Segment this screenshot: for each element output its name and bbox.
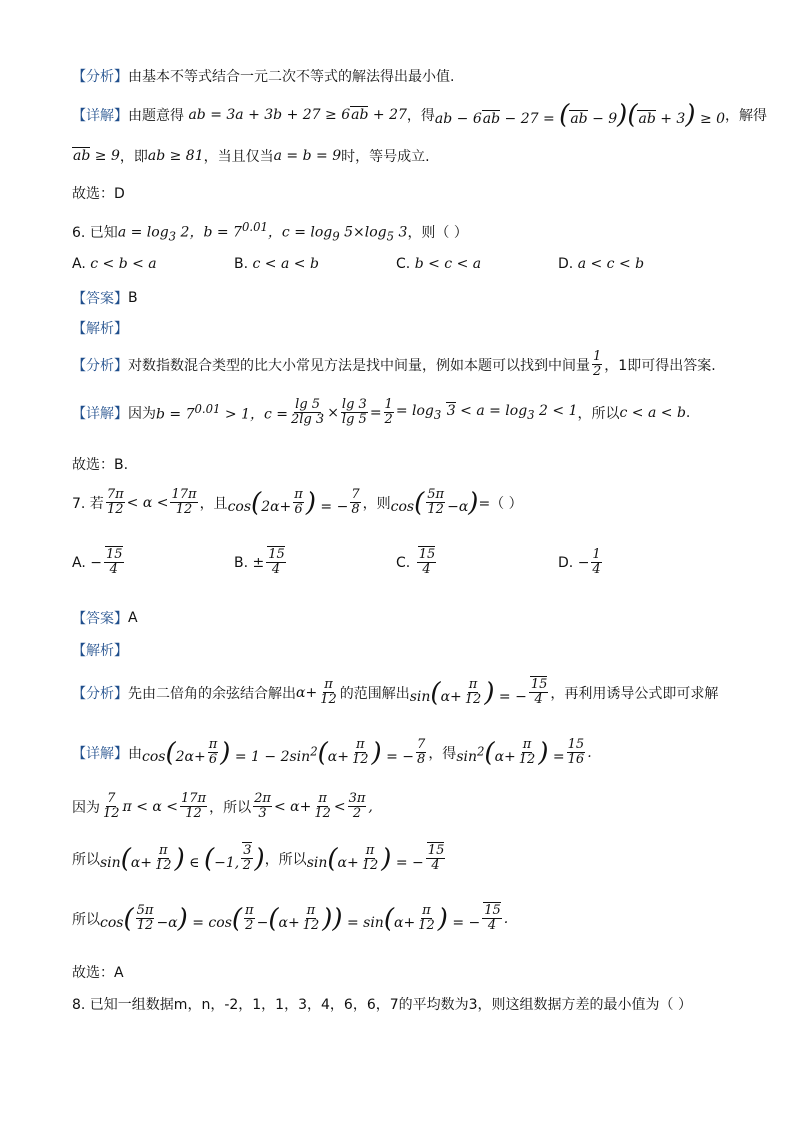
q7-stem: 7. 若 $\frac{7\pi}{12}$ < α < $\frac{17\pi}{12}$ ，且 cos(2α+ $\frac{\pi}{6}$ ) = − $\frac{7}{8}$ ，则 cos( $\frac{5\pi}{12}$ −α) =（ ） [72,487,523,518]
q7-line-suoyi1: 所以 sin(α+ $\frac{\pi}{12}$ ) ∈ (−1, $\frac{3}{2}$ ) ，所以 sin(α+ $\frac{\pi}{12}$ ) = − $\frac{15}{4}$ [72,843,445,874]
frac-half: $\frac{1}{2}$ [384,397,393,428]
xiangjie-tag: 【详解】 [72,405,128,422]
suoyi-text: 所以 [72,911,100,928]
q5-line3-c: 时，等号成立. [341,149,430,165]
jiexi-tag: 【解析】 [72,643,128,659]
frac-7pi12: $\frac{7\pi}{12}$ [106,487,124,518]
q6-daan [72,288,138,308]
jiexi-tag: 【解析】 [72,321,128,337]
frac-lg5: $\frac{\lg 5}{2\lg 3}$ [291,397,325,428]
xiangjie-tag: 【详解】 [72,108,128,124]
q6-option-d-label: D. [558,256,574,272]
suoyi-text: ，所以 [209,799,252,816]
q7-answer: A [128,610,138,626]
q6-fenxi [72,350,716,380]
q5-line3-a: ，即 [119,149,148,165]
q6-stem [72,220,468,243]
q7-stem-d: =（ ） [478,495,523,512]
frac-pi6: $\frac{\pi}{6}$ [294,487,303,518]
daan-tag: 【答案】 [72,291,128,307]
q7-fenxi-c: ，再利用诱导公式即可求解 [550,685,719,702]
q5-answer: 故选：D [72,186,125,202]
xiangjie-tag: 【详解】 [72,745,128,762]
q7-line-because: 因为 $\frac{7}{12}$ π < α < $\frac{17\pi}{12}$ ，所以 $\frac{2\pi}{3}$ < α+ $\frac{\pi}{12}$ < $\frac{3\pi}{2}$ , [72,791,373,822]
q6-stem-b: ，则（ ） [407,224,468,241]
fenxi-tag: 【分析】 [72,69,128,85]
half-fraction: $\frac{1}{2}$ [593,349,602,380]
q5-fenxi-text: 由基本不等式结合一元二次不等式的解法得出最小值. [128,69,455,85]
q6-xiangjie-a: 因为 [128,405,156,422]
q7-option-a-label: A. [72,554,86,571]
q5-xiangjie-c: ，解得 [725,108,768,124]
q6-option-a: A. c < b < a [72,256,157,272]
q6-fenxi-tail: ，1即可得出答案. [604,357,716,374]
q5-eq3: ab ≥ 9 [73,148,120,164]
because-text: 因为 [72,799,100,816]
q5-xiangjie-a: 由题意得 [128,108,184,124]
fenxi-tag: 【分析】 [72,685,128,702]
q8-stem: 8. 已知一组数据m，n，-2，1，1，3，4，6，6，7的平均数为3，则这组数据方差的最小值为（ ） [72,997,692,1013]
q7-jiexi [72,640,128,660]
q5-xiangjie-b: ，得 [406,108,435,124]
q7-fenxi-a: 先由二倍角的余弦结合解出 [128,685,296,702]
q5-eq5: a = b = 9 [273,148,342,164]
q7-option-c-label: C. [396,554,411,571]
q7-line-suoyi2: 所以 cos( $\frac{5\pi}{12}$ −α) = cos( $\frac{\pi}{2}$ −(α+ $\frac{\pi}{12}$ )) = sin(α+ $\frac{\pi}{12}$ ) = − $\frac{15}{4}$ . [72,903,509,934]
q5-fenxi-line [72,66,454,86]
q7-stem-a: 7. 若 [72,495,104,512]
q6-option-b-label: B. [234,256,249,272]
q7-option-d-label: D. [558,554,574,571]
q6-option-b: B. c < a < b [234,256,319,272]
q7-option-d: D. − $\frac{1}{4}$ [558,547,601,578]
q5-eq2: ab − 6ab − 27 = (ab − 9)(ab + 3) ≥ 0 [434,100,726,130]
q7-fenxi: 【分析】 先由二倍角的余弦结合解出 α+ $\frac{\pi}{12}$ 的范围解出 sin(α+ $\frac{\pi}{12}$ ) = − $\frac{15}{4}$ ，再利用诱导公式即可求解 [72,677,719,708]
q7-stem-c: ，则 [362,495,391,512]
q6-jiexi [72,318,128,338]
q7-option-b-label: B. [234,554,249,571]
daan-tag: 【答案】 [72,611,128,627]
q7-xiangjie-a: 由 [128,745,142,762]
q5-line3 [72,146,430,166]
q6-option-d: D. a < c < b [558,256,645,272]
q6-xiangjie: 【详解】 因为 $b = 7^{0.01} > 1$，c = $\frac{\lg 5}{2\lg 3}$ × $\frac{\lg 3}{\lg 5}$ = $\frac{1}{2}$ = $\log_3 3 < a = \log_3 2 < 1$ ，所以 c < a < b . [72,397,691,428]
q5-eq1: ab = 3a + 3b + 27 ≥ 6ab + 27 [184,107,407,123]
q6-option-c: C. b < c < a [396,256,482,272]
fenxi-tag: 【分析】 [72,357,128,374]
q7-option-c: C. $\frac{15}{4}$ [396,547,436,578]
q7-xiangjie-b: ，得 [428,745,457,762]
q6-option-a-label: A. [72,256,86,272]
q5-line3-b: ，当且仅当 [203,149,274,165]
q6-fenxi-text: 对数指数混合类型的比大小常见方法是找中间量，例如本题可以找到中间量 [128,357,590,374]
q7-option-a: A. − $\frac{15}{4}$ [72,547,123,578]
q7-option-b: B. ± $\frac{15}{4}$ [234,547,285,578]
q7-final: 故选：A [72,965,124,981]
frac-lg3: $\frac{\lg 3}{\lg 5}$ [341,397,367,428]
suoyi-text: ，所以 [264,851,307,868]
suoyi-text: 所以 [72,851,100,868]
q6-answer: B [128,290,138,306]
frac-7-8: $\frac{7}{8}$ [351,487,360,518]
q6-option-c-label: C. [396,256,411,272]
frac-5pi12: $\frac{5\pi}{12}$ [427,487,445,518]
q6-final: 故选：B. [72,457,129,473]
q5-xiangjie-line [72,102,767,128]
q7-daan [72,608,138,628]
q6-eq1: $b = 7^{0.01} > 1$，c = [156,401,289,423]
q7-xiangjie: 【详解】 由 cos(2α+ $\frac{\pi}{6}$ ) = $1 - 2\sin^2(\alpha+$ $\frac{\pi}{12}$ ) = − $\frac{7}{8}$ ，得 $\sin^2(\alpha+$ $\frac{\pi}{12}$ ) = $\frac{15}{16}$ . [72,737,592,768]
q7-fenxi-b: 的范围解出 [339,685,410,702]
q6-stem-a: 6. 已知 [72,224,118,241]
q5-eq4: ab ≥ 81 [147,148,204,164]
q7-stem-b: ，且 [199,495,228,512]
q6-xiangjie-b: ，所以 [577,405,620,422]
q6-eq: $a = \log_3 2$，$b = 7^{0.01}$，$c = \log_9 5\times\log_5$ 3 [117,220,408,244]
frac-17pi12: $\frac{17\pi}{12}$ [171,487,197,518]
